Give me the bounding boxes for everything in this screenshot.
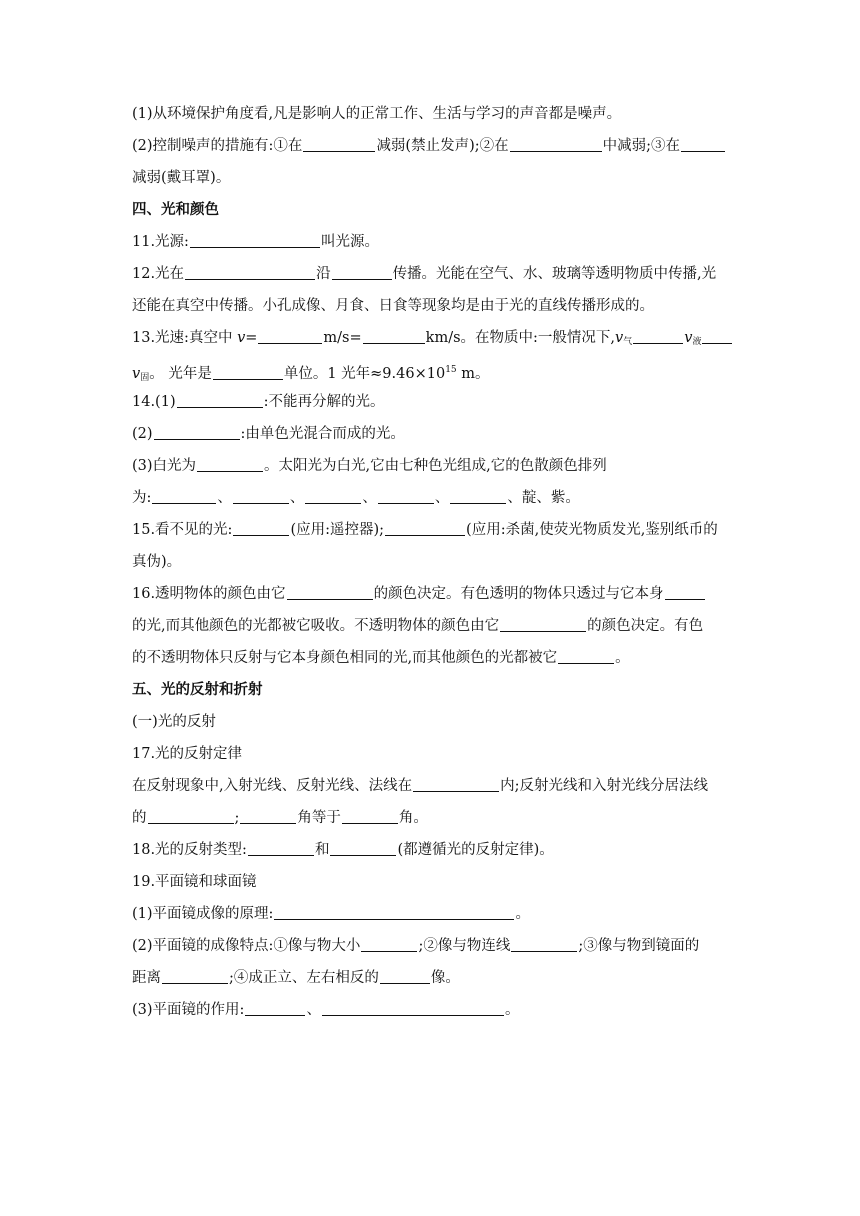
answer-blank[interactable] (681, 136, 725, 152)
answer-blank[interactable] (633, 328, 683, 344)
text-segment: 、 (306, 1002, 321, 1018)
text-segment: 19.平面镜和球面镜 (132, 874, 257, 890)
text-line (132, 98, 732, 130)
answer-blank[interactable] (385, 520, 465, 536)
heading-text: 五、光的反射和折射 (132, 682, 263, 698)
answer-blank[interactable] (330, 840, 396, 856)
text-segment: (2)控制噪声的措施有:①在 (132, 138, 303, 154)
text-line (132, 386, 732, 418)
symbol-v: v (684, 330, 693, 346)
answer-blank[interactable] (510, 136, 602, 152)
separator: 、 (289, 490, 305, 506)
answer-blank[interactable] (152, 488, 216, 504)
subscript: 固 (140, 373, 150, 383)
text-segment: 12.光在 (132, 266, 185, 282)
text-line (132, 962, 732, 994)
text-segment: ;②像与物连线 (418, 938, 511, 954)
text-segment: (应用:遥控器); (290, 522, 385, 538)
text-segment: 和 (314, 842, 330, 858)
text-segment: 16.透明物体的颜色由它 (132, 586, 286, 602)
text-segment: 叫光源。 (320, 234, 379, 250)
answer-blank[interactable] (702, 328, 732, 344)
text-line (132, 162, 732, 194)
text-segment: 、靛、紫。 (507, 490, 580, 506)
text-segment: (一)光的反射 (132, 714, 216, 730)
text-line (132, 834, 732, 866)
text-line (132, 898, 732, 930)
text-segment: (1)从环境保护角度看,凡是影响人的正常工作、生活与学习的声音都是噪声。 (132, 106, 622, 122)
text-line (132, 802, 732, 834)
text-segment: 内;反射光线和入射光线分居法线 (500, 778, 708, 794)
answer-blank[interactable] (197, 456, 263, 472)
separator: 、 (362, 490, 377, 506)
text-segment: 减弱(戴耳罩)。 (132, 170, 231, 186)
text-segment: 。 光年是 (149, 366, 212, 382)
text-line (132, 706, 732, 738)
answer-blank[interactable] (380, 968, 430, 984)
subscript: 气 (623, 337, 633, 347)
answer-blank[interactable] (511, 936, 577, 952)
answer-blank[interactable] (305, 488, 361, 504)
text-segment: 减弱(禁止发声);②在 (376, 138, 509, 154)
text-line (132, 994, 732, 1026)
text-line (132, 770, 732, 802)
text-segment: 为: (132, 490, 152, 506)
answer-blank[interactable] (287, 584, 373, 600)
text-segment: 中减弱;③在 (602, 138, 681, 154)
section-heading (132, 674, 732, 706)
answer-blank[interactable] (245, 1000, 305, 1016)
answer-blank[interactable] (185, 264, 315, 280)
text-segment: km/s。在物质中:一般情况下, (425, 330, 616, 346)
text-segment: :由单色光混合而成的光。 (240, 426, 405, 442)
text-line (132, 514, 732, 546)
text-segment: 。太阳光为白光,它由七种色光组成,它的色散颜色排列 (264, 458, 607, 474)
symbol-v: v (132, 366, 141, 382)
text-segment: 角等于 (297, 810, 341, 826)
text-segment: 的不透明物体只反射与它本身颜色相同的光,而其他颜色的光都被它 (132, 650, 558, 666)
text-segment: ;③像与物到镜面的 (578, 938, 700, 954)
answer-blank[interactable] (342, 808, 398, 824)
answer-blank[interactable] (413, 776, 499, 792)
answer-blank[interactable] (363, 328, 425, 344)
text-segment: 的颜色决定。有色透明的物体只透过与它本身 (373, 586, 664, 602)
text-line (132, 610, 732, 642)
text-segment: 沿 (316, 266, 331, 282)
text-segment: 还能在真空中传播。小孔成像、月食、日食等现象均是由于光的直线传播形成的。 (132, 298, 654, 314)
text-segment: m。 (456, 366, 490, 382)
text-segment: (2) (132, 426, 153, 442)
text-segment: 。 (515, 906, 530, 922)
answer-blank[interactable] (500, 616, 586, 632)
answer-blank[interactable] (450, 488, 506, 504)
text-segment: ; (234, 810, 240, 826)
text-segment: 像。 (430, 970, 460, 986)
text-segment: 11.光源: (132, 234, 189, 250)
symbol-v: v (237, 330, 246, 346)
text-line (132, 930, 732, 962)
text-segment: (3)白光为 (132, 458, 197, 474)
answer-blank[interactable] (248, 840, 314, 856)
text-line (132, 546, 732, 578)
text-segment: 17.光的反射定律 (132, 746, 243, 762)
answer-blank[interactable] (154, 424, 240, 440)
separator: 、 (217, 490, 232, 506)
answer-blank[interactable] (558, 648, 614, 664)
text-segment: :不能再分解的光。 (263, 394, 385, 410)
text-segment: 。 (504, 1002, 520, 1018)
text-line (132, 226, 732, 258)
text-segment: m/s= (323, 330, 362, 346)
text-line (132, 418, 732, 450)
text-segment: 。 (615, 650, 630, 666)
answer-blank[interactable] (665, 584, 705, 600)
text-segment: 距离 (132, 970, 161, 986)
answer-blank[interactable] (240, 808, 296, 824)
superscript: 15 (445, 365, 457, 375)
text-segment: 18.光的反射类型: (132, 842, 247, 858)
answer-blank[interactable] (322, 1000, 504, 1016)
answer-blank[interactable] (213, 364, 283, 380)
text-segment: 的 (132, 810, 147, 826)
text-segment: = (245, 330, 258, 346)
text-segment: ;④成正立、左右相反的 (229, 970, 379, 986)
text-segment: 角。 (398, 810, 428, 826)
text-line (132, 482, 732, 514)
text-segment: 真伪)。 (132, 554, 182, 570)
text-segment: 15.看不见的光: (132, 522, 233, 538)
text-segment: 的光,而其他颜色的光都被它吸收。不透明物体的颜色由它 (132, 618, 500, 634)
answer-blank[interactable] (361, 936, 417, 952)
text-line (132, 642, 732, 674)
answer-blank[interactable] (303, 136, 375, 152)
text-segment: 的颜色决定。有色 (587, 618, 704, 634)
text-segment: 13.光速:真空中 (132, 330, 233, 346)
answer-blank[interactable] (332, 264, 392, 280)
answer-blank[interactable] (274, 904, 514, 920)
answer-blank[interactable] (162, 968, 228, 984)
text-line (132, 354, 732, 386)
separator: 、 (434, 490, 450, 506)
text-segment: 传播。光能在空气、水、玻璃等透明物质中传播,光 (392, 266, 717, 282)
text-segment: 14.(1) (132, 394, 176, 410)
text-segment: (都遵循光的反射定律)。 (397, 842, 554, 858)
answer-blank[interactable] (190, 232, 320, 248)
text-segment: (3)平面镜的作用: (132, 1002, 245, 1018)
symbol-v: v (615, 330, 624, 346)
section-heading (132, 194, 732, 226)
heading-text: 四、光和颜色 (132, 202, 219, 218)
text-segment: 在反射现象中,入射光线、反射光线、法线在 (132, 778, 413, 794)
text-line (132, 866, 732, 898)
text-segment: (1)平面镜成像的原理: (132, 906, 274, 922)
text-line (132, 738, 732, 770)
answer-blank[interactable] (148, 808, 234, 824)
subscript: 液 (692, 337, 702, 347)
answer-blank[interactable] (378, 488, 434, 504)
text-line (132, 450, 732, 482)
answer-blank[interactable] (177, 392, 263, 408)
text-segment: 单位。1 光年≈9.46×10 (283, 366, 446, 382)
text-line (132, 578, 732, 610)
text-line (132, 290, 732, 322)
text-line (132, 130, 732, 162)
text-segment: (应用:杀菌,使荧光物质发光,鉴别纸币的 (466, 522, 718, 538)
answer-blank[interactable] (233, 488, 289, 504)
text-line (132, 322, 732, 354)
answer-blank[interactable] (233, 520, 289, 536)
text-line (132, 258, 732, 290)
text-segment: (2)平面镜的成像特点:①像与物大小 (132, 938, 361, 954)
answer-blank[interactable] (258, 328, 322, 344)
